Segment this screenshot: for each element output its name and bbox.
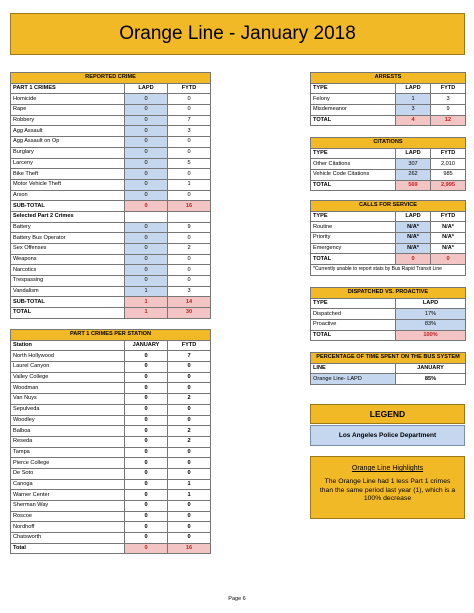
table-header: PERCENTAGE OF TIME SPENT ON THE BUS SYSTEM [311,353,466,364]
row-label: Proactive [311,320,396,331]
cell: 0 [125,115,168,126]
highlights-title: Orange Line Highlights [351,465,424,472]
cell: 0 [125,190,168,201]
station-name: Valley College [11,372,125,383]
row-label: Dispatched [311,309,396,320]
cell: 0 [125,447,168,458]
row-label: Orange Line- LAPD [311,374,396,385]
cell: 0 [168,533,211,544]
total-value: 0 [396,254,431,265]
cell: 1 [168,490,211,501]
row-label: Vandalism [11,286,125,297]
cell: 0 [125,426,168,437]
column-header: TYPE [311,211,396,222]
row-label: Burglary [11,147,125,158]
row-label: Rape [11,105,125,116]
cell: 0 [168,522,211,533]
cell: 0 [125,254,168,265]
column-header: LINE [311,363,396,374]
column-header: JANUARY [396,363,466,374]
cell: 0 [168,415,211,426]
station-name: Canoga [11,479,125,490]
row-label: Battery [11,222,125,233]
cell: 0 [125,468,168,479]
cell: 0 [125,351,168,362]
column-header: FYTD [431,83,466,94]
station-name: Woodley [11,415,125,426]
cell: 0 [168,265,211,276]
highlights-box [310,456,465,519]
station-name: Sherman Way [11,501,125,512]
cell: 307 [396,159,431,170]
cell: 0 [125,458,168,469]
total-value: 16 [168,543,211,554]
cell: N/A* [431,222,466,233]
cell: 0 [168,94,211,105]
row-label: Battery Bus Operator [11,233,125,244]
row-label: Weapons [11,254,125,265]
cell: 0 [168,501,211,512]
row-label: Bike Theft [11,169,125,180]
column-header: TYPE [311,148,396,159]
legend-agency: Los Angeles Police Department [310,425,465,446]
cell: 0 [168,404,211,415]
cell: 3 [396,105,431,116]
cell: 0 [168,254,211,265]
total-value: 0 [125,543,168,554]
cell: 0 [125,383,168,394]
subtotal-value: 0 [125,201,168,212]
station-name: Pierce College [11,458,125,469]
table-header: ARRESTS [311,73,466,84]
cell: 0 [125,404,168,415]
cell: 0 [125,501,168,512]
station-name: Chatsworth [11,533,125,544]
row-label: Agg Assault on Op [11,137,125,148]
cell: 3 [168,126,211,137]
row-label: Homicide [11,94,125,105]
cell: 0 [168,458,211,469]
cell: 0 [168,372,211,383]
stations-table [10,329,211,554]
row-label: Arson [11,190,125,201]
column-header: FYTD [431,148,466,159]
table-header: PART 1 CRIMES PER STATION [11,330,211,341]
row-label: Larceny [11,158,125,169]
total-label: TOTAL [311,254,396,265]
cell: 0 [168,362,211,373]
cell: 0 [125,533,168,544]
cell: 0 [125,511,168,522]
row-label: Motor Vehicle Theft [11,179,125,190]
total-label: TOTAL [311,115,396,126]
station-name: De Soto [11,468,125,479]
cell: 0 [125,94,168,105]
subtotal-value: 1 [125,297,168,308]
row-label: Narcotics [11,265,125,276]
column-header: FYTD [168,340,211,351]
cell: 0 [168,447,211,458]
cell: 0 [168,276,211,287]
cell: N/A* [396,222,431,233]
cell: N/A* [431,233,466,244]
total-label: TOTAL [311,330,396,341]
dispatched-table [310,287,466,341]
title-banner [10,13,465,55]
cell: 83% [396,320,466,331]
cell: 0 [125,244,168,255]
cell: 985 [431,170,466,181]
subtotal-value: 14 [168,297,211,308]
cell: 17% [396,309,466,320]
cell: 0 [168,137,211,148]
cell: 262 [396,170,431,181]
station-name: Nordhoff [11,522,125,533]
table-header: DISPATCHED VS. PROACTIVE [311,288,466,299]
table-header: CITATIONS [311,138,466,149]
column-header: LAPD [396,211,431,222]
cell: 0 [125,276,168,287]
highlights-text: The Orange Line had 1 less Part 1 crimes than the same period last year (1), which is a 100% decrease [319,478,456,503]
column-header [168,211,211,222]
cell: 0 [125,169,168,180]
total-label: TOTAL [311,180,396,191]
table-header: CALLS FOR SERVICE [311,201,466,212]
cell: 0 [168,383,211,394]
row-label: Emergency [311,243,396,254]
percentage-table [310,352,466,385]
cell: 0 [125,147,168,158]
total-value: 100% [396,330,466,341]
cell: 0 [168,233,211,244]
station-name: North Hollywood [11,351,125,362]
legend-title: LEGEND [310,404,465,424]
column-header: Station [11,340,125,351]
cell: 9 [168,222,211,233]
cell: 2 [168,426,211,437]
cell: 0 [125,222,168,233]
subtotal-label: SUB-TOTAL [11,297,125,308]
row-label: Vehicle Code Citations [311,170,396,181]
cell: 0 [125,479,168,490]
cell: 0 [168,105,211,116]
subtotal-label: SUB-TOTAL [11,201,125,212]
cell: 0 [125,126,168,137]
cell: 2 [168,394,211,405]
cell: N/A* [431,243,466,254]
cell: 2 [168,436,211,447]
row-label: Priority [311,233,396,244]
reported-crime-table [10,72,211,319]
total-label: TOTAL [11,308,125,319]
cell: 0 [168,468,211,479]
cell: 0 [125,490,168,501]
column-header: FYTD [168,83,211,94]
station-name: Woodman [11,383,125,394]
table-header: REPORTED CRIME [11,73,211,84]
total-value: 12 [431,115,466,126]
cell: 0 [168,511,211,522]
cell: 85% [396,374,466,385]
cell: 0 [125,372,168,383]
column-header: LAPD [125,83,168,94]
cell: 9 [431,105,466,116]
row-label: Other Citations [311,159,396,170]
station-name: Tampa [11,447,125,458]
station-name: Laurel Canyon [11,362,125,373]
total-value: 1 [125,308,168,319]
cell: 3 [431,94,466,105]
station-name: Balboa [11,426,125,437]
arrests-table [310,72,466,126]
cell: 0 [125,415,168,426]
column-header: LAPD [396,148,431,159]
citations-table [310,137,466,191]
total-value: 4 [396,115,431,126]
cell: 0 [125,265,168,276]
column-header: LAPD [396,298,466,309]
station-name: Warner Center [11,490,125,501]
page-number: Page 6 [228,596,246,602]
cell: N/A* [396,243,431,254]
cell: 0 [125,233,168,244]
cell: 0 [125,362,168,373]
total-value: 569 [396,180,431,191]
subtotal-value: 16 [168,201,211,212]
page-title: Orange Line - January 2018 [119,23,356,44]
row-label: Sex Offenses [11,244,125,255]
row-label: Agg Assault [11,126,125,137]
cell: 0 [125,105,168,116]
cell: 0 [168,169,211,180]
row-label: Routine [311,222,396,233]
row-label: Felony [311,94,396,105]
cell: 1 [396,94,431,105]
column-header: JANUARY [125,340,168,351]
section-label: Selected Part 2 Crimes [11,211,125,222]
station-name: Reseda [11,436,125,447]
section-label: PART 1 CRIMES [11,83,125,94]
total-value: 0 [431,254,466,265]
column-header: FYTD [431,211,466,222]
cell: 0 [125,137,168,148]
column-header: LAPD [396,83,431,94]
total-value: 30 [168,308,211,319]
cell: 1 [125,286,168,297]
cell: 0 [125,436,168,447]
station-name: Roscoe [11,511,125,522]
total-label: Total [11,543,125,554]
cell: 0 [125,394,168,405]
cell: 1 [168,179,211,190]
calls-note: *Currently unable to report stats by Bus Rapid Transit Line [311,265,466,276]
cell: 0 [168,190,211,201]
row-label: Robbery [11,115,125,126]
cell: N/A* [396,233,431,244]
column-header: TYPE [311,83,396,94]
cell: 3 [168,286,211,297]
cell: 7 [168,115,211,126]
cell: 2 [168,244,211,255]
cell: 0 [168,147,211,158]
cell: 0 [125,179,168,190]
column-header [125,211,168,222]
cell: 2,010 [431,159,466,170]
cell: 7 [168,351,211,362]
row-label: Misdemeanor [311,105,396,116]
row-label: Trespassing [11,276,125,287]
station-name: Van Nuys [11,394,125,405]
column-header: TYPE [311,298,396,309]
station-name: Sepulveda [11,404,125,415]
calls-table [310,200,466,276]
cell: 5 [168,158,211,169]
cell: 0 [125,522,168,533]
total-value: 2,995 [431,180,466,191]
cell: 1 [168,479,211,490]
cell: 0 [125,158,168,169]
